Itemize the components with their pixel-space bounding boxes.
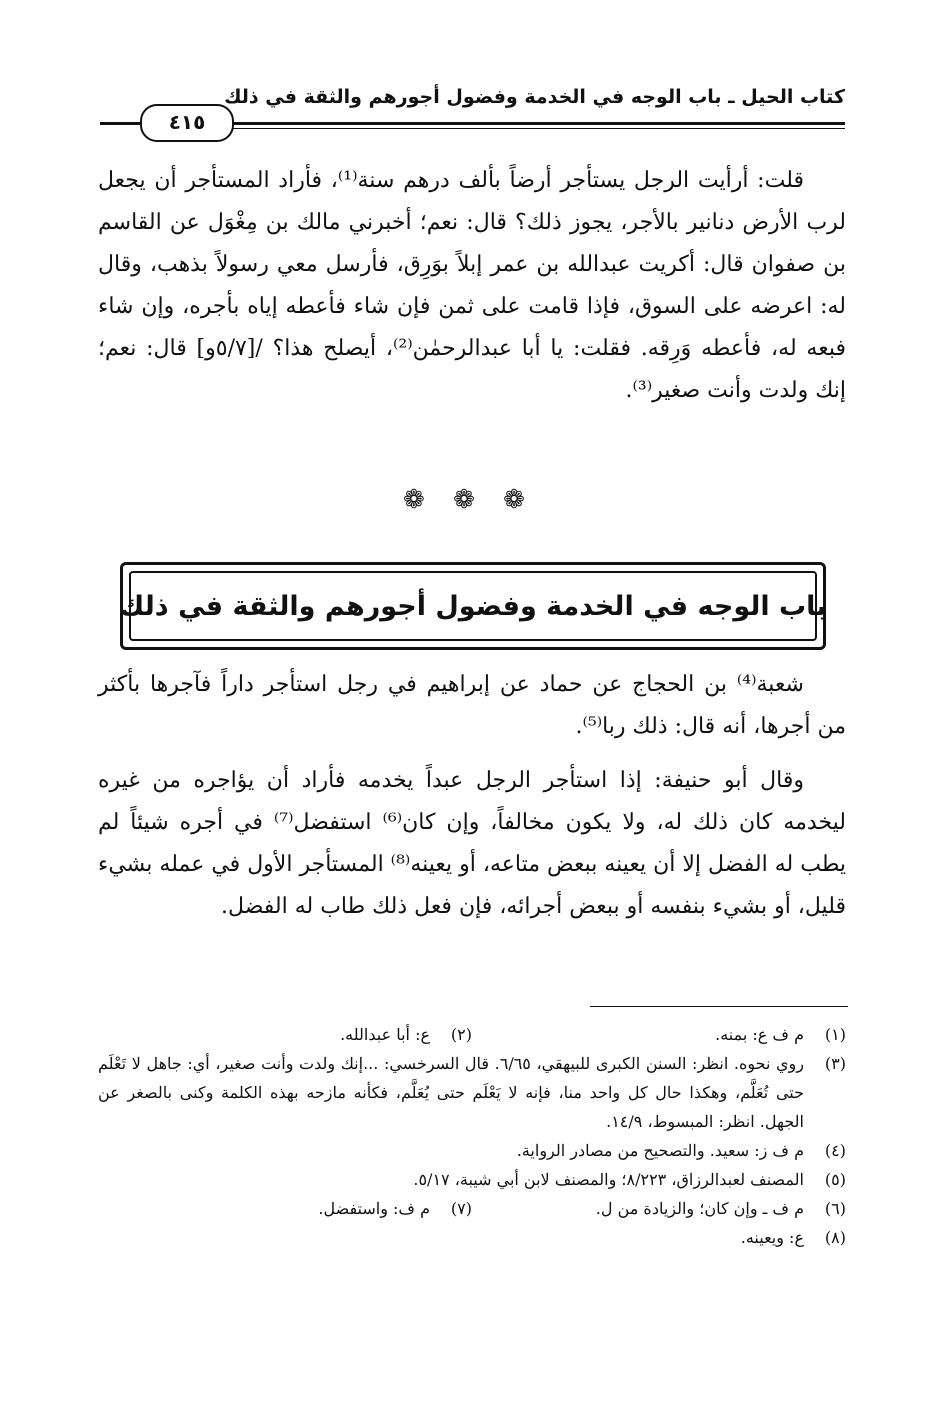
footnote-text: م ف ع: بمنه. <box>715 1025 804 1044</box>
footnotes <box>98 1020 846 1252</box>
footnote-text: ع: أبا عبدالله. <box>340 1025 430 1044</box>
section-title-frame <box>120 562 826 650</box>
footnote-number: (٥) <box>824 1170 846 1189</box>
section-separator: ❁ ❁ ❁ <box>403 485 535 515</box>
header-rule-thin <box>230 128 845 129</box>
paragraph-2: شعبة⁽⁴⁾ بن الحجاج عن حماد عن إبراهيم في رجل استأجر داراً فآجرها بأكثر من أجرها، أنه قال: ذلك ربا⁽⁵⁾. <box>98 672 846 739</box>
footnote-text: م ف: واستفضل. <box>318 1199 430 1218</box>
section-title-inner-frame <box>119 571 827 641</box>
footnote-number: (٨) <box>824 1228 846 1247</box>
footnote-number: (٣) <box>824 1054 846 1073</box>
footnote-text: م ف ز: سعيد. والتصحيح من مصادر الرواية. <box>516 1141 804 1160</box>
paragraph-1: قلت: أرأيت الرجل يستأجر أرضاً بألف درهم سنة⁽¹⁾، فأراد المستأجر أن يجعل لرب الأرض دنانير بالأجر، يجوز ذلك؟ قال: نعم؛ أخبرني مالك بن مِغْوَل عن القاسم بن صفوان قال: أكريت عبدالله بن عمر إبلاً بوَرِق، فأرسل معي رسولاً بذهب، وقال له: اعرضه على السوق، فإذا قامت على ثمن فإن شاء فأعطه إياه بأجره، وإن شاء فبعه له، فأعطه وَرِقه. فقلت: يا أبا عبدالرحمٰن⁽²⁾، أيصلح هذا؟ /[٥/٧و] قال: نعم؛ إنك ولدت وأنت صغير⁽³⁾. <box>98 168 846 403</box>
footnote-6 <box>472 1194 846 1223</box>
footnote-7 <box>98 1194 472 1223</box>
footnote-number: (٧) <box>450 1199 472 1218</box>
page-header <box>100 86 845 134</box>
footnote-5 <box>98 1165 846 1194</box>
footnote-text: المصنف لعبدالرزاق، ٨/٢٢٣؛ والمصنف لابن أبي شيبة، ٥/١٧. <box>413 1170 804 1189</box>
page-number: ٤١٥ <box>140 104 234 142</box>
footnote-row-1-2 <box>98 1020 846 1049</box>
header-rule-thick <box>230 122 845 125</box>
footnote-2 <box>98 1020 472 1049</box>
header-rule-left <box>100 122 142 125</box>
footnote-1 <box>472 1020 846 1049</box>
footnote-number: (٤) <box>824 1141 846 1160</box>
running-title: كتاب الحيل ـ باب الوجه في الخدمة وفضول أجورهم والثقة في ذلك <box>224 86 845 108</box>
footnote-8 <box>98 1223 846 1252</box>
footnote-text: ع: ويعينه. <box>740 1228 804 1247</box>
footnote-row-6-7 <box>98 1194 846 1223</box>
footnote-text: روي نحوه. انظر: السنن الكبرى للبيهقي، ٦/٦٥. قال السرخسي: ...إنك ولدت وأنت صغير، أي: جاهل لا تَعْلَم حتى تُعَلَّم، وهكذا حال كل واحد منا، فإنه لا يَعْلَم حتى يُعَلَّم، فكأنه مازحه بهذه الكلمة وكنى بالصغر عن الجهل. انظر: المبسوط، ١٤/٩. <box>98 1054 805 1131</box>
footnote-number: (٦) <box>824 1199 846 1218</box>
footnote-number: (٢) <box>450 1025 472 1044</box>
footnote-text: م ف ـ وإن كان؛ والزيادة من ل. <box>595 1199 804 1218</box>
footnote-number: (١) <box>824 1025 846 1044</box>
paragraph-3: وقال أبو حنيفة: إذا استأجر الرجل عبداً يخدمه فأراد أن يؤاجره من غيره ليخدمه كان ذلك له، ولا يكون مخالفاً، وإن كان⁽⁶⁾ استفضل⁽⁷⁾ في أجره شيئاً لم يطب له الفضل إلا أن يعينه ببعض متاعه، أو يعينه⁽⁸⁾ المستأجر الأول في عمله بشيء قليل، أو بشيء بنفسه أو ببعض أجرائه، فإن فعل ذلك طاب له الفضل. <box>98 768 846 919</box>
section-title: باب الوجه في الخدمة وفضول أجورهم والثقة في ذلك <box>119 590 827 622</box>
footnote-rule <box>590 1006 848 1007</box>
footnote-3 <box>98 1049 846 1136</box>
footnote-4 <box>98 1136 846 1165</box>
